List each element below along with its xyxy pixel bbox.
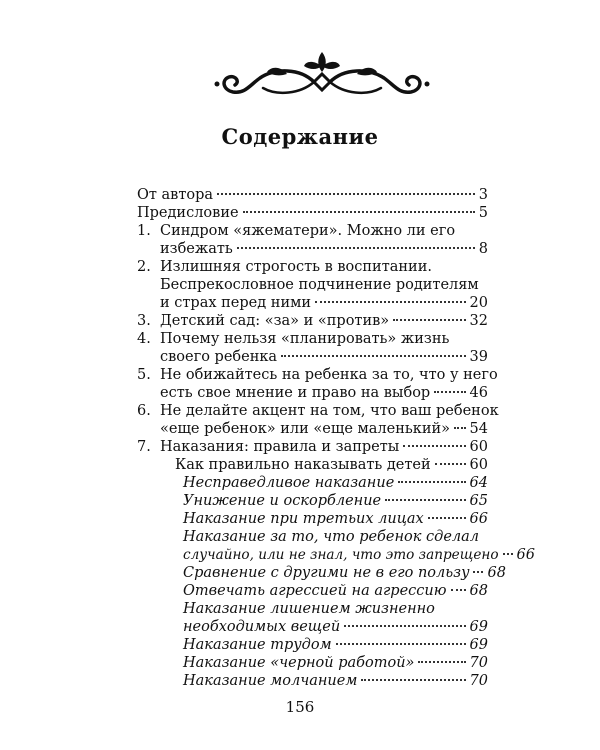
toc-entry-page: 69 xyxy=(469,619,488,635)
toc-entry xyxy=(137,203,488,223)
dot-leader xyxy=(398,481,465,483)
dot-leader xyxy=(217,193,475,195)
toc-entry-line: Наказание лишением жизненно xyxy=(183,601,435,617)
toc-entry-page: 20 xyxy=(469,295,488,311)
toc-entry-title: От автора xyxy=(137,187,214,203)
toc-entry-title: Сравнение с другими не в его пользу xyxy=(183,565,470,581)
dot-leader xyxy=(428,517,466,519)
toc-entry xyxy=(160,419,488,439)
toc-entry-page: 69 xyxy=(469,637,488,653)
toc-entry-page: 54 xyxy=(469,421,488,437)
toc-subsection xyxy=(183,473,488,493)
toc-entry-page: 60 xyxy=(469,439,488,455)
chapter-number: 7. xyxy=(137,439,151,455)
toc-entry-page: 39 xyxy=(469,349,488,365)
page-title: Содержание xyxy=(221,124,379,149)
toc-entry-page: 3 xyxy=(478,187,488,203)
toc-entry xyxy=(160,311,488,331)
dot-leader xyxy=(243,211,475,213)
dot-leader xyxy=(418,661,465,663)
toc-entry-title: Как правильно наказывать детей xyxy=(175,457,431,473)
toc-entry-title: Предисловие xyxy=(137,205,239,221)
toc-entry-page: 66 xyxy=(516,547,535,563)
toc-entry-title: Унижение и оскорбление xyxy=(183,493,382,509)
toc-entry-page: 68 xyxy=(487,565,506,581)
toc-entry xyxy=(160,437,488,457)
dot-leader xyxy=(403,445,465,447)
toc-entry-title: необходимых вещей xyxy=(183,619,341,635)
dot-leader xyxy=(451,589,466,591)
toc-subsection xyxy=(183,653,488,673)
dot-leader xyxy=(361,679,465,681)
page-number: 156 xyxy=(285,698,315,716)
toc-entry-page: 60 xyxy=(469,457,488,473)
dot-leader xyxy=(454,427,466,429)
dot-leader xyxy=(281,355,465,357)
toc-entry-title: «еще ребенок» или «еще маленький» xyxy=(160,421,451,437)
dot-leader xyxy=(336,643,466,645)
toc-entry-line: Синдром «яжематери». Можно ли его xyxy=(160,223,456,239)
toc-entry-line: Излишняя строгость в воспитании. xyxy=(160,259,432,275)
dot-leader xyxy=(237,247,475,249)
toc-subsection xyxy=(183,581,488,601)
toc-subsection xyxy=(183,617,488,637)
toc-entry-title: есть свое мнение и право на выбор xyxy=(160,385,431,401)
chapter-number: 1. xyxy=(137,223,151,239)
toc-entry-line: Наказание за то, что ребенок сделал xyxy=(183,529,480,545)
toc-entry-page: 46 xyxy=(469,385,488,401)
toc-entry-page: 70 xyxy=(469,673,488,689)
toc-entry-page: 66 xyxy=(469,511,488,527)
toc-subsection xyxy=(183,545,535,565)
chapter-number: 6. xyxy=(137,403,151,419)
toc-entry-title: Наказание молчанием xyxy=(183,673,358,689)
toc-entry xyxy=(160,293,488,313)
dot-leader xyxy=(503,553,513,555)
toc-entry-line: Почему нельзя «планировать» жизнь xyxy=(160,331,450,347)
toc-entry-title: случайно, или не знал, что это запрещено xyxy=(183,547,499,563)
chapter-number: 4. xyxy=(137,331,151,347)
toc-entry-page: 5 xyxy=(478,205,488,221)
toc-entry-title: Наказание при третьих лицах xyxy=(183,511,424,527)
dot-leader xyxy=(435,463,466,465)
chapter-number: 3. xyxy=(137,313,151,329)
toc-entry-title: своего ребенка xyxy=(160,349,278,365)
toc-entry-page: 32 xyxy=(469,313,488,329)
decorative-ornament xyxy=(205,44,440,99)
toc-entry-page: 68 xyxy=(469,583,488,599)
toc-entry-page: 8 xyxy=(478,241,488,257)
toc-subsection xyxy=(183,491,488,511)
toc-entry xyxy=(160,239,488,259)
toc-subsection xyxy=(183,635,488,655)
toc-entry-title: избежать xyxy=(160,241,233,257)
toc-entry-title: и страх перед ними xyxy=(160,295,312,311)
toc-subsection xyxy=(183,563,506,583)
toc-entry-page: 64 xyxy=(469,475,488,491)
toc-entry-title: Несправедливое наказание xyxy=(183,475,395,491)
toc-entry-line: Не делайте акцент на том, что ваш ребенок xyxy=(160,403,499,419)
toc-entry-title: Отвечать агрессией на агрессию xyxy=(183,583,447,599)
toc-entry-title: Наказание «черной работой» xyxy=(183,655,415,671)
toc-entry-title: Наказание трудом xyxy=(183,637,332,653)
dot-leader xyxy=(434,391,465,393)
dot-leader xyxy=(315,301,466,303)
toc-subsection xyxy=(183,671,488,691)
toc-entry xyxy=(160,383,488,403)
toc-entry-page: 65 xyxy=(469,493,488,509)
toc-entry-title: Детский сад: «за» и «против» xyxy=(160,313,390,329)
toc-entry-line: Беспрекословное подчинение родителям xyxy=(160,277,479,293)
chapter-number: 2. xyxy=(137,259,151,275)
toc-entry xyxy=(160,347,488,367)
toc-entry-title: Наказания: правила и запреты xyxy=(160,439,400,455)
toc-subentry xyxy=(175,455,488,475)
dot-leader xyxy=(393,319,465,321)
dot-leader xyxy=(344,625,465,627)
toc-subsection xyxy=(183,509,488,529)
dot-leader xyxy=(473,571,483,573)
toc-entry-line: Не обижайтесь на ребенка за то, что у него xyxy=(160,367,498,383)
toc-entry-page: 70 xyxy=(469,655,488,671)
toc-entry xyxy=(137,185,488,205)
chapter-number: 5. xyxy=(137,367,151,383)
dot-leader xyxy=(385,499,465,501)
